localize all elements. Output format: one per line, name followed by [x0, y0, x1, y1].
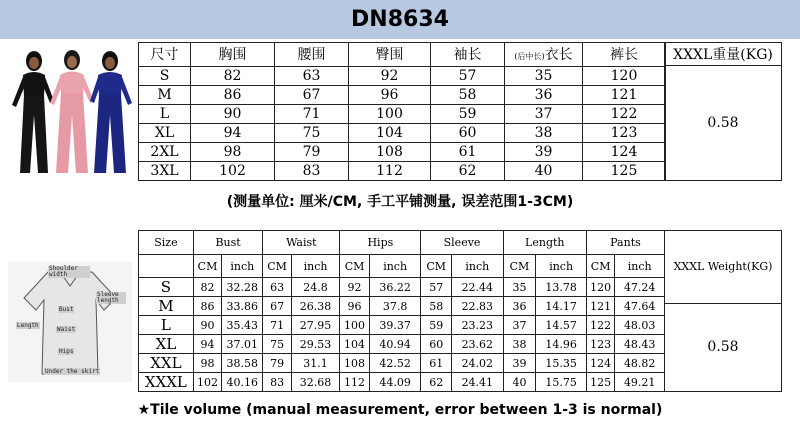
cell: 79 — [275, 142, 349, 161]
cell: 40.16 — [222, 373, 263, 392]
cell: 83 — [263, 373, 291, 392]
cell: 39 — [505, 142, 583, 161]
cell: S — [139, 278, 194, 297]
cell: 24.02 — [452, 354, 504, 373]
cell: 36 — [505, 85, 583, 104]
unit-cm: CM — [421, 255, 452, 278]
cell: 22.83 — [452, 297, 504, 316]
cell: 67 — [275, 85, 349, 104]
table-row — [139, 66, 666, 85]
unit-cm: CM — [503, 255, 536, 278]
cell: 98 — [191, 142, 275, 161]
cell: 121 — [583, 85, 666, 104]
cell: 102 — [191, 161, 275, 180]
cell: 96 — [340, 297, 370, 316]
cell: L — [139, 316, 194, 335]
header-size: 尺寸 — [139, 43, 191, 67]
cell: 120 — [586, 278, 614, 297]
cell: 61 — [421, 354, 452, 373]
cell: 122 — [583, 104, 666, 123]
cell: 90 — [193, 316, 221, 335]
size-table-english — [138, 230, 665, 392]
label-shoulder: Shoulder width — [48, 266, 90, 278]
cell — [139, 255, 194, 278]
header-waist: 腰围 — [275, 43, 349, 67]
cell: 121 — [586, 297, 614, 316]
table-header-row — [139, 231, 665, 255]
cell: 60 — [421, 335, 452, 354]
cell: 48.82 — [615, 354, 665, 373]
cell: XL — [139, 123, 191, 142]
weight-header: XXXL重量(KG) — [665, 43, 782, 66]
cell: 2XL — [139, 142, 191, 161]
cell: 44.09 — [369, 373, 421, 392]
cell: 125 — [583, 161, 666, 180]
cell: 79 — [263, 354, 291, 373]
cell: 35.43 — [222, 316, 263, 335]
table-row — [139, 104, 666, 123]
measurement-note-chinese: (测量单位: 厘米/CM, 手工平铺测量, 误差范围1-3CM) — [226, 194, 574, 210]
weight-value: 0.58 — [665, 303, 782, 391]
cell: 48.03 — [615, 316, 665, 335]
cell: 90 — [191, 104, 275, 123]
header-sleeve: Sleeve — [421, 231, 503, 255]
table-row — [139, 316, 665, 335]
cell: 104 — [349, 123, 431, 142]
cell: 24.8 — [291, 278, 339, 297]
cell: 14.57 — [536, 316, 587, 335]
measurement-note-english: ★Tile volume (manual measurement, error between 1-3 is normal) — [137, 402, 663, 418]
cell: 35 — [503, 278, 536, 297]
header-bust: 胸围 — [191, 43, 275, 67]
cell: XXXL — [139, 373, 194, 392]
cell: XXL — [139, 354, 194, 373]
cell: 62 — [421, 373, 452, 392]
cell: 14.17 — [536, 297, 587, 316]
cell: 13.78 — [536, 278, 587, 297]
header-length-note: (后中长) — [514, 52, 545, 62]
label-hem: Under the skirt — [45, 368, 100, 375]
cell: 122 — [586, 316, 614, 335]
table-row — [139, 354, 665, 373]
table-row — [139, 335, 665, 354]
cell: 102 — [193, 373, 221, 392]
cell: 35 — [505, 66, 583, 85]
unit-inch: inch — [615, 255, 665, 278]
unit-inch: inch — [452, 255, 504, 278]
cell: 63 — [263, 278, 291, 297]
header-length-label: 衣长 — [544, 47, 573, 64]
cell: 40 — [505, 161, 583, 180]
header-pants: 裤长 — [583, 43, 666, 67]
cell: 108 — [349, 142, 431, 161]
measurement-diagram — [8, 262, 132, 382]
table-row — [139, 297, 665, 316]
cell: 58 — [421, 297, 452, 316]
cell: 22.44 — [452, 278, 504, 297]
cell: 39.37 — [369, 316, 421, 335]
unit-inch: inch — [369, 255, 421, 278]
unit-cm: CM — [586, 255, 614, 278]
cell: 40.94 — [369, 335, 421, 354]
header-hips: 臀围 — [349, 43, 431, 67]
weight-value: 0.58 — [665, 66, 782, 181]
cell: 49.21 — [615, 373, 665, 392]
cell: 123 — [586, 335, 614, 354]
header-waist: Waist — [263, 231, 340, 255]
cell: 100 — [340, 316, 370, 335]
table-row — [139, 123, 666, 142]
table-row — [139, 142, 666, 161]
table-row — [139, 278, 665, 297]
cell: 124 — [586, 354, 614, 373]
header-sleeve: 袖长 — [431, 43, 505, 67]
unit-cm: CM — [340, 255, 370, 278]
cell: 112 — [349, 161, 431, 180]
cell: 37 — [505, 104, 583, 123]
model-blue — [90, 51, 132, 173]
cell: 14.96 — [536, 335, 587, 354]
cell: 71 — [263, 316, 291, 335]
header-length — [505, 43, 583, 67]
cell: 62 — [431, 161, 505, 180]
table-row — [139, 373, 665, 392]
cell: 125 — [586, 373, 614, 392]
model-photo — [6, 45, 136, 175]
cell: 57 — [421, 278, 452, 297]
cell: 38 — [505, 123, 583, 142]
unit-inch: inch — [222, 255, 263, 278]
unit-inch: inch — [291, 255, 339, 278]
cell: 32.28 — [222, 278, 263, 297]
cell: L — [139, 104, 191, 123]
cell: 96 — [349, 85, 431, 104]
label-hips: Hips — [59, 348, 74, 355]
table-row — [139, 161, 666, 180]
header-bust: Bust — [193, 231, 263, 255]
weight-header: XXXL Weight(KG) — [665, 231, 782, 304]
cell: 100 — [349, 104, 431, 123]
cell: 47.64 — [615, 297, 665, 316]
cell: 36.22 — [369, 278, 421, 297]
header-pants: Pants — [586, 231, 664, 255]
units-row — [139, 255, 665, 278]
cell: 94 — [191, 123, 275, 142]
cell: 48.43 — [615, 335, 665, 354]
cell: 104 — [340, 335, 370, 354]
cell: 23.23 — [452, 316, 504, 335]
cell: 24.41 — [452, 373, 504, 392]
cell: 86 — [193, 297, 221, 316]
header-hips: Hips — [340, 231, 421, 255]
cell: 37 — [503, 316, 536, 335]
cell: 39 — [503, 354, 536, 373]
label-length: Length — [17, 322, 39, 329]
cell: 83 — [275, 161, 349, 180]
cell: M — [139, 297, 194, 316]
cell: 57 — [431, 66, 505, 85]
cell: 63 — [275, 66, 349, 85]
cell: S — [139, 66, 191, 85]
unit-inch: inch — [536, 255, 587, 278]
cell: 124 — [583, 142, 666, 161]
header-bar — [0, 0, 800, 39]
cell: 71 — [275, 104, 349, 123]
cell: 26.38 — [291, 297, 339, 316]
cell: 61 — [431, 142, 505, 161]
cell: XL — [139, 335, 194, 354]
cell: 27.95 — [291, 316, 339, 335]
cell: 33.86 — [222, 297, 263, 316]
cell: 108 — [340, 354, 370, 373]
cell: 15.75 — [536, 373, 587, 392]
cell: M — [139, 85, 191, 104]
cell: 38.58 — [222, 354, 263, 373]
cell: 31.1 — [291, 354, 339, 373]
cell: 92 — [340, 278, 370, 297]
model-pink — [50, 50, 94, 173]
unit-cm: CM — [193, 255, 221, 278]
cell: 36 — [503, 297, 536, 316]
label-waist: Waist — [57, 326, 76, 333]
cell: 82 — [193, 278, 221, 297]
cell: 75 — [263, 335, 291, 354]
size-table-chinese — [138, 42, 666, 181]
cell: 59 — [421, 316, 452, 335]
cell: 37.8 — [369, 297, 421, 316]
product-code: DN8634 — [351, 7, 449, 32]
cell: 42.52 — [369, 354, 421, 373]
label-bust: Bust — [59, 306, 74, 313]
cell: 82 — [191, 66, 275, 85]
cell: 40 — [503, 373, 536, 392]
header-size: Size — [139, 231, 194, 255]
cell: 67 — [263, 297, 291, 316]
table-header-row — [139, 43, 666, 67]
cell: 60 — [431, 123, 505, 142]
cell: 3XL — [139, 161, 191, 180]
cell: 120 — [583, 66, 666, 85]
cell: 123 — [583, 123, 666, 142]
cell: 15.35 — [536, 354, 587, 373]
cell: 32.68 — [291, 373, 339, 392]
cell: 29.53 — [291, 335, 339, 354]
cell: 75 — [275, 123, 349, 142]
model-black — [12, 51, 54, 173]
cell: 38 — [503, 335, 536, 354]
weight-table-english — [664, 230, 782, 392]
weight-table-chinese — [664, 42, 782, 181]
cell: 37.01 — [222, 335, 263, 354]
cell: 98 — [193, 354, 221, 373]
header-length: Length — [503, 231, 586, 255]
cell: 112 — [340, 373, 370, 392]
label-sleeve: Sleeve length — [96, 292, 126, 304]
unit-cm: CM — [263, 255, 291, 278]
cell: 47.24 — [615, 278, 665, 297]
cell: 58 — [431, 85, 505, 104]
cell: 92 — [349, 66, 431, 85]
cell: 23.62 — [452, 335, 504, 354]
table-row — [139, 85, 666, 104]
cell: 94 — [193, 335, 221, 354]
cell: 59 — [431, 104, 505, 123]
cell: 86 — [191, 85, 275, 104]
